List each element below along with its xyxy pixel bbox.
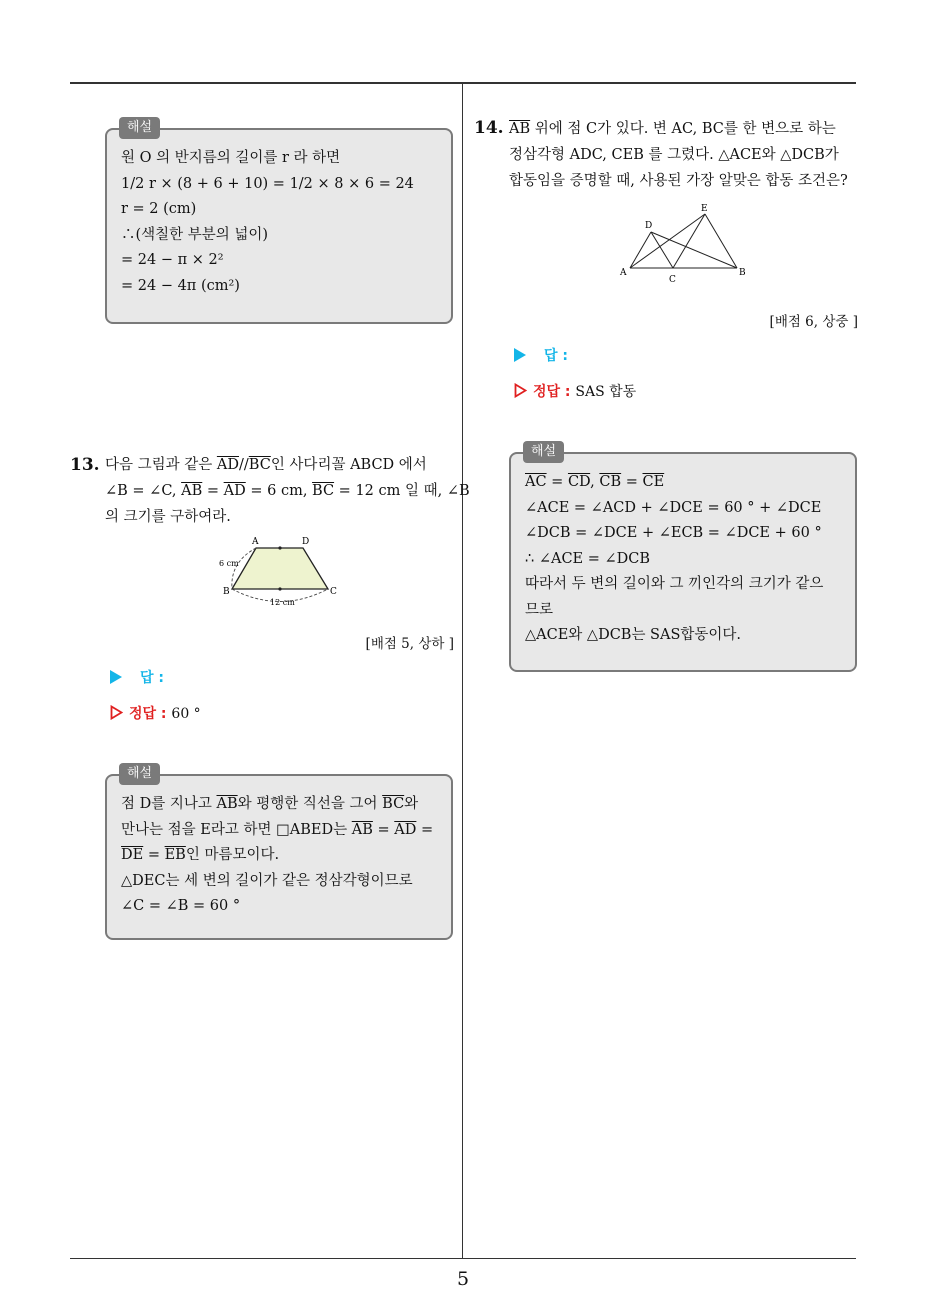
- question-number-13: 13.: [70, 455, 100, 475]
- segment-bc: $\overline{BC}$: [248, 457, 271, 473]
- segment-bc: $\overline{BC}$: [312, 483, 335, 499]
- question-text: 다음 그림과 같은: [105, 457, 217, 473]
- explanation-text: 따라서 두 변의 길이와 그 끼인각의 크기가 같으: [525, 576, 824, 592]
- segment-ab: $\overline{AB}$: [216, 796, 238, 812]
- solution-row-13: [110, 703, 201, 723]
- segment-cd: $\overline{CD}$: [567, 474, 591, 490]
- label-side-length: 6 cm: [219, 559, 239, 568]
- explanation-text: 만나는 점을 E라고 하면 □ABED는: [121, 821, 352, 838]
- segment-ce: $\overline{CE}$: [642, 474, 665, 490]
- label-c: C: [330, 587, 337, 597]
- segment-ac: $\overline{AC}$: [525, 474, 547, 490]
- explanation-text: △DEC는 세 변의 길이가 같은 정삼각형이므로: [121, 872, 413, 889]
- bottom-rule: [70, 1258, 856, 1259]
- segment-ab: $\overline{AB}$: [181, 483, 203, 499]
- score-13: [배점 5, 상하 ]: [365, 636, 454, 652]
- answer-label: 답 :: [544, 348, 568, 364]
- top-rule: [70, 82, 856, 84]
- triangle-outline-icon: [514, 383, 527, 398]
- page-number: 5: [456, 1268, 470, 1290]
- question-text-14: [509, 116, 861, 194]
- solution-label: 정답 :: [533, 384, 571, 400]
- explanation-box-12: [105, 120, 453, 324]
- explanation-line: = 24 − 4π (cm²): [121, 277, 240, 294]
- question-text: = 12 cm 일 때, ∠B: [334, 483, 470, 499]
- explanation-text: ∠DCB = ∠DCE + ∠ECB = ∠DCE + 60 °: [525, 525, 822, 541]
- segment-ab: $\overline{AB}$: [509, 121, 531, 137]
- explanation-text: ∠ACE = ∠ACD + ∠DCE = 60 ° + ∠DCE: [525, 499, 822, 516]
- explanation-box-13: [105, 766, 453, 940]
- question-text: 인 사다리꼴 ABCD 에서: [270, 457, 427, 473]
- trapezoid-figure: [216, 534, 346, 608]
- segment-ad: $\overline{AD}$: [394, 821, 417, 838]
- explanation-line: = 24 − π × 2²: [121, 252, 224, 268]
- label-a: A: [620, 268, 627, 278]
- segment-ad: $\overline{AD}$: [216, 457, 239, 473]
- parallel-sign: //: [239, 457, 249, 473]
- question-text: 위에 점 C가 있다. 변 AC, BC를 한 변으로 하는: [530, 121, 836, 137]
- segment-ad: $\overline{AD}$: [223, 483, 246, 499]
- label-c: C: [669, 275, 676, 285]
- equals: =: [143, 847, 165, 863]
- solution-label: 정답 :: [129, 706, 167, 722]
- score-14: [배점 6, 상중 ]: [769, 314, 858, 330]
- explanation-box-14: [509, 444, 857, 672]
- explanation-text: △ACE와 △DCB는 SAS합동이다.: [525, 627, 742, 643]
- comma: ,: [590, 474, 600, 490]
- label-base-length: 12 cm: [270, 598, 295, 607]
- solution-value: SAS 합동: [575, 384, 637, 400]
- explanation-tag: 해설: [119, 117, 160, 139]
- equals: =: [416, 821, 434, 838]
- equals: =: [372, 821, 395, 838]
- question-text: = 6 cm,: [245, 483, 313, 499]
- question-text: ∠B = ∠C,: [105, 483, 182, 499]
- explanation-tag: 해설: [523, 441, 564, 463]
- answer-row-14: [514, 345, 568, 365]
- question-text: 합동임을 증명할 때, 사용된 가장 알맞은 합동 조건은?: [509, 173, 848, 189]
- explanation-line: 원 O 의 반지름의 길이를 r 라 하면: [121, 150, 341, 166]
- equilateral-triangles-figure: [614, 200, 754, 286]
- equals: =: [546, 474, 568, 490]
- explanation-line: r = 2 (cm): [121, 201, 197, 217]
- label-d: D: [302, 537, 310, 547]
- explanation-text: ∴ ∠ACE = ∠DCB: [525, 550, 651, 567]
- explanation-text: 점 D를 지나고: [121, 796, 217, 812]
- equals: =: [621, 474, 643, 490]
- question-text: 의 크기를 구하여라.: [105, 509, 231, 525]
- explanation-text: 인 마름모이다.: [185, 847, 280, 863]
- solution-value: 60 °: [171, 706, 201, 722]
- label-b: B: [223, 587, 230, 597]
- question-number-14: 14.: [474, 118, 504, 138]
- answer-row-13: [110, 667, 164, 687]
- segment-de: $\overline{DE}$: [121, 847, 144, 863]
- column-divider: [462, 83, 463, 1258]
- explanation-text: 와: [404, 796, 419, 812]
- triangle-outline-icon: [110, 705, 123, 720]
- question-text: 정삼각형 ADC, CEB 를 그렸다. △ACE와 △DCB가: [509, 147, 839, 163]
- label-e: E: [701, 204, 708, 214]
- play-icon: [110, 670, 122, 684]
- equals: =: [202, 483, 224, 499]
- explanation-line: ∴(색칠한 부분의 넓이): [121, 226, 269, 243]
- segment-ab: $\overline{AB}$: [351, 821, 373, 838]
- answer-label: 답 :: [140, 670, 164, 686]
- play-icon: [514, 348, 526, 362]
- solution-row-14: [514, 381, 636, 401]
- question-text-13: [105, 452, 470, 530]
- segment-bc: $\overline{BC}$: [382, 796, 405, 812]
- explanation-text: 와 평행한 직선을 그어: [237, 796, 383, 812]
- explanation-text: 므로: [525, 601, 554, 618]
- label-d: D: [645, 221, 653, 231]
- explanation-tag: 해설: [119, 763, 160, 785]
- segment-cb: $\overline{CB}$: [599, 474, 622, 490]
- label-b: B: [739, 268, 746, 278]
- label-a: A: [252, 537, 259, 547]
- explanation-text: ∠C = ∠B = 60 °: [121, 898, 241, 914]
- explanation-line: 1/2 r × (8 + 6 + 10) = 1/2 × 8 × 6 = 24: [121, 175, 414, 192]
- segment-eb: $\overline{EB}$: [164, 847, 186, 863]
